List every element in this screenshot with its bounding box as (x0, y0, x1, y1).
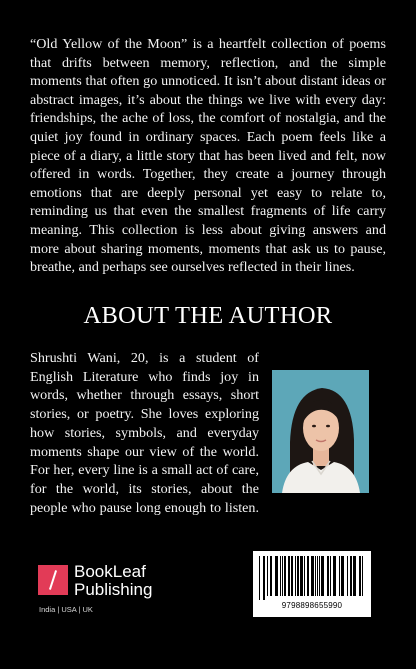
author-portrait-image (272, 370, 369, 493)
back-cover-blurb: “Old Yellow of the Moon” is a heartfelt collection of poems that drifts between memory, reflection, and the simple moments that often go unnoticed. It isn’t about distant ideas or abstract images, it’s about the things we live with every day: friendships, the ache of loss, the comfort of nostalgia, and the quiet joy found in ordinary spaces. Each poem feels like a piece of a diary, a little story that has been lived and felt, now offered in words. Together, they create a journey through emotions that are deeply personal yet easy to relate to, reminding us that even the smallest fragments of life carry meaning. This collection is less about giving answers and more about sharing moments, moments that ask us to pause, breathe, and perhaps see ourselves reflected in their lines. (30, 36, 386, 276)
publisher-regions: India | USA | UK (39, 605, 93, 614)
about-author-heading: ABOUT THE AUTHOR (83, 302, 333, 329)
isbn-barcode (253, 551, 371, 617)
publisher-logo (38, 562, 218, 625)
bookleaf-logo-icon (38, 565, 68, 595)
isbn-number: 9798898655990 (281, 601, 343, 610)
publisher-name-line1: BookLeaf (74, 562, 146, 581)
publisher-name-line2: Publishing (74, 580, 153, 599)
barcode-bars-image (259, 556, 365, 600)
author-bio: Shrushti Wani, 20, is a student of English Literature who finds joy in words, whether through essays, short stories, or poetry. She loves exploring how stories, symbols, and everyday moments shape our view of the world. For her, every line is a small act of care, for the world, its stories, about the people who pause long enough to listen. (30, 350, 259, 516)
author-photo (272, 370, 369, 493)
